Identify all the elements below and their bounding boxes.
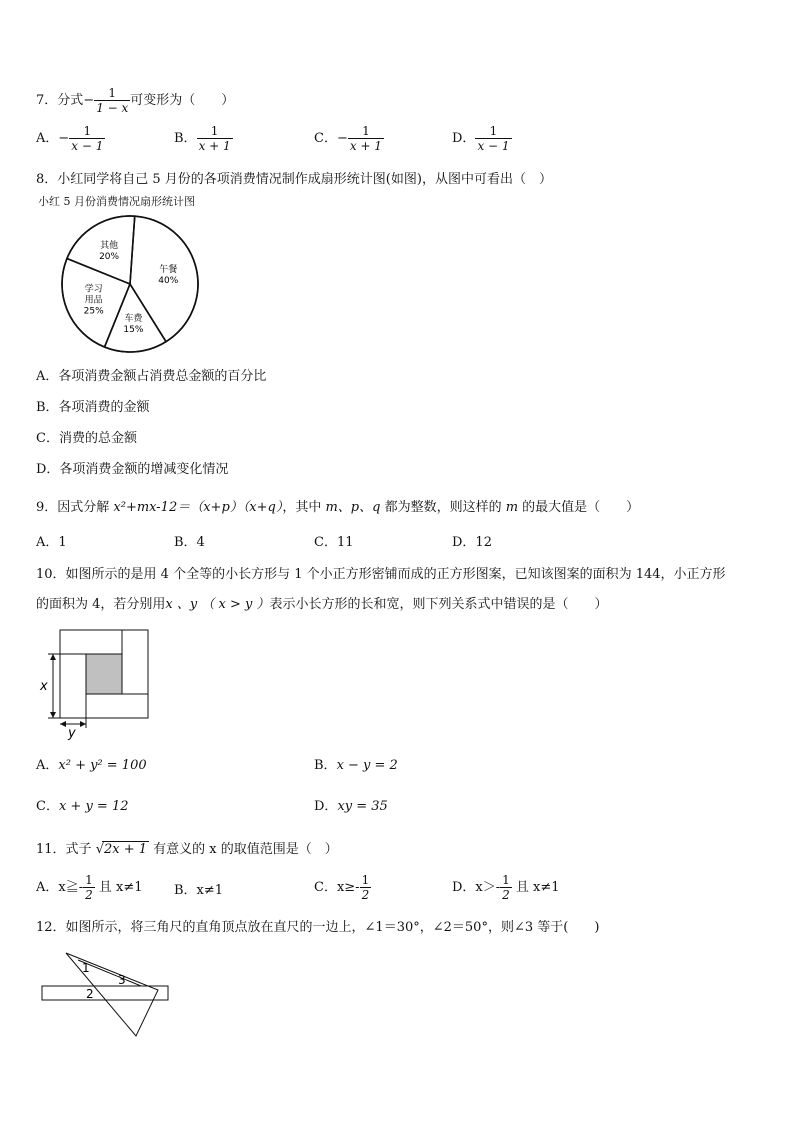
q7-option-b-fraction [197,124,233,153]
pie-label-0-1: 40% [158,275,179,286]
pie-label-2-0: 学习 [84,284,103,295]
q11-stem [36,838,338,857]
q9-expr: x²+mx-12＝（x+p）（x+q） [113,500,283,515]
q11-option-c-den: 2 [361,888,370,902]
q9-var-m: m [505,500,519,515]
q7-option-c-sign: − [336,131,348,146]
pie-label-1-1: 15% [123,324,144,335]
q7-option-d[interactable] [452,124,512,153]
q11-option-a-num: 1 [85,873,93,887]
q10-line2-vars: x 、y （ x > y ） [165,597,270,612]
q7-stem [36,86,234,115]
q11-option-a[interactable] [36,873,143,902]
q10-option-a-expr: x² + y² = 100 [58,758,147,773]
q10-figure [34,624,154,742]
q10-y-arrow-right [80,721,86,727]
q7-option-b[interactable] [174,124,233,153]
pie-label-3-0: 其他 [100,241,119,252]
q12-angle-2: 2 [86,987,94,1001]
q7-number: 7． [36,93,58,108]
q8-stem: 8．小红同学将自己 5 月份的各项消费情况制作成扇形统计图(如图)，从图中可看出（ ） [36,172,552,187]
q11-option-a-after: 且 x≠1 [94,880,143,895]
q7-option-c-den: x + 1 [349,139,382,153]
q11-option-c-num: 1 [361,873,370,887]
pie-label-0-0: 午餐 [159,264,178,275]
q10-option-a[interactable] [36,754,147,773]
q7-option-c-fraction [348,124,384,153]
q9-option-d[interactable]: D．12 [452,535,492,550]
q10-option-c-label: C． [36,799,59,814]
q10-stem-line2 [36,593,607,612]
pie-slices [62,216,198,352]
pie-label-2-2: 25% [83,306,104,317]
q7-option-c-num: 1 [348,124,384,139]
q7-expr-den: 1 − x [96,101,129,115]
q12-angle-3: 3 [118,973,126,987]
q9-number: 9． [36,500,58,515]
q10-option-b[interactable] [314,754,398,773]
q10-y-arrow-left [60,721,66,727]
q7-option-a-sign: − [58,131,70,146]
q10-line2-a: 的面积为 4，若分别用 [36,597,166,612]
q9-text-a: 因式分解 [57,500,114,515]
q8-option-b[interactable]: B．各项消费的金额 [36,400,150,415]
q10-option-d-label: D． [314,799,338,814]
q10-option-d-expr: xy = 35 [337,799,388,814]
q10-option-c[interactable] [36,795,129,814]
q7-expr-num: 1 [94,86,130,101]
q10-label-x: x [40,679,48,694]
q11-option-d-label: D．x＞- [452,880,501,895]
q10-option-b-label: B． [314,758,337,773]
q12-triangle [66,953,158,1036]
q11-option-d-num: 1 [502,873,510,887]
q7-option-d-label: D． [452,131,476,146]
pie-label-1-0: 车费 [124,313,143,324]
q11-sqrt-sign: √ [95,842,104,857]
q11-text-after: 有意义的 x 的取值范围是（ ） [149,842,338,857]
q7-option-a[interactable] [36,124,105,153]
pie-label-2-1: 用品 [84,295,103,306]
q11-number: 11．式子 [36,842,96,857]
q8-pie-chart [50,212,210,357]
q7-option-d-fraction [475,124,511,153]
pie-label-3-1: 20% [99,252,120,263]
q7-expr-sign: − [83,93,95,108]
q10-small-square [86,654,122,694]
q7-option-a-num: 1 [69,124,105,139]
q7-option-d-num: 1 [475,124,511,139]
q8-option-a[interactable]: A．各项消费金额占消费总金额的百分比 [36,369,267,384]
q9-vars: m、p、q [325,500,381,515]
q11-option-d-fraction [500,873,512,902]
q9-text-b: ，其中 [282,500,326,515]
q12-stem: 12．如图所示，将三角尺的直角顶点放在直尺的一边上，∠1＝30°，∠2＝50°，则∠3 等于( ) [36,920,600,935]
q7-expr-fraction [94,86,130,115]
q11-option-b[interactable] [174,879,223,898]
q7-option-a-fraction [69,124,105,153]
q10-option-a-label: A． [36,758,59,773]
q8-chart-title: 小红 5 月份消费情况扇形统计图 [38,195,195,208]
q10-option-b-expr: x − y = 2 [336,758,398,773]
q11-option-c-label: C．x≥- [314,880,360,895]
q10-x-arrow-top [50,654,56,660]
q7-option-b-num: 1 [197,124,233,139]
q11-option-c-fraction [360,873,372,902]
q7-option-d-den: x − 1 [477,139,510,153]
q10-label-y: y [68,726,76,741]
q11-radicand: 2x + 1 [103,842,148,857]
q7-text-after: 可变形为（ ） [130,93,235,108]
q9-option-b[interactable]: B．4 [174,535,205,550]
q10-option-c-expr: x + y = 12 [58,799,129,814]
q11-option-d[interactable] [452,873,560,902]
q10-stem-line1: 10．如图所示的是用 4 个全等的小长方形与 1 个小正方形密铺而成的正方形图案，已知该图案的面积为 144，小正方形 [36,567,726,582]
q9-option-c[interactable]: C．11 [314,535,354,550]
q11-option-d-after: 且 x≠1 [511,880,560,895]
q12-figure [40,950,175,1040]
q7-option-c[interactable] [314,124,384,153]
q11-option-b-label: B．x≠1 [174,883,224,898]
q7-option-b-label: B． [174,131,197,146]
q12-angle-1: 1 [82,961,90,975]
q10-x-arrow-bottom [50,712,56,718]
q7-option-a-label: A． [36,131,59,146]
q11-option-a-fraction [83,873,95,902]
q9-option-a[interactable]: A．1 [36,535,67,550]
q11-option-a-den: 2 [85,888,93,902]
q7-option-a-den: x − 1 [71,139,104,153]
q7-option-c-label: C． [314,131,337,146]
q10-option-d[interactable] [314,795,388,814]
q8-option-d[interactable]: D．各项消费金额的增减变化情况 [36,462,229,477]
q7-text-before: 分式 [57,93,84,108]
q7-option-b-den: x + 1 [198,139,231,153]
q11-option-d-den: 2 [502,888,510,902]
q9-text-d: 的最大值是（ ） [518,500,640,515]
q8-option-c[interactable]: C．消费的总金额 [36,431,137,446]
q11-option-c[interactable] [314,873,371,902]
q12-ruler [42,986,168,1000]
q9-stem [36,496,639,515]
q9-text-c: 都为整数，则这样的 [380,500,506,515]
q10-line2-b: 表示小长方形的长和宽，则下列关系式中错误的是（ ） [269,597,608,612]
q11-option-a-label: A．x≧- [36,880,84,895]
